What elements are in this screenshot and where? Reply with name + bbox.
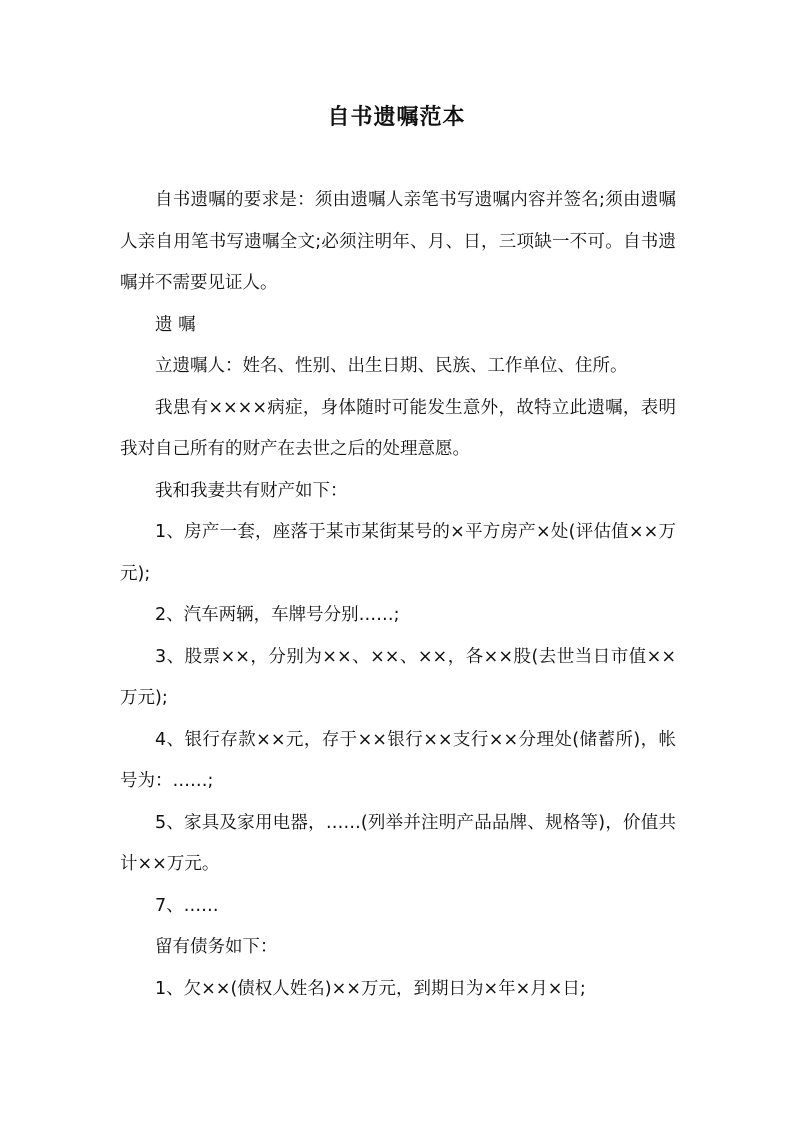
- paragraph-item-deposits: 4、银行存款××元，存于××银行××支行××分理处(储蓄所)，帐号为：……;: [120, 729, 676, 791]
- paragraph-item-etc: 7、……: [155, 895, 219, 916]
- paragraph-requirements: 自书遗嘱的要求是：须由遗嘱人亲笔书写遗嘱内容并签名;须由遗嘱人亲自用笔书写遗嘱全文;必须注明年、月、日，三项缺一不可。自书遗嘱并不需要见证人。: [120, 190, 676, 293]
- paragraph-item-furniture: 5、家具及家用电器，……(列举并注明产品品牌、规格等)，价值共计××万元。: [120, 812, 676, 874]
- paragraph-debt-item: 1、欠××(债权人姓名)××万元，到期日为×年×月×日;: [155, 978, 586, 999]
- document-body: [120, 180, 676, 1010]
- paragraph-debts-heading: 留有债务如下：: [155, 937, 278, 957]
- paragraph-testator: 立遗嘱人：姓名、性别、出生日期、民族、工作单位、住所。: [155, 356, 628, 376]
- paragraph-illness: 我患有××××病症，身体随时可能发生意外，故特立此遗嘱，表明我对自己所有的财产在去世之后的处理意愿。: [120, 397, 676, 459]
- document-title: 自书遗嘱范本: [327, 105, 466, 130]
- paragraph-item-cars: 2、汽车两辆，车牌号分别……;: [155, 605, 400, 625]
- paragraph-item-stocks: 3、股票××，分别为××、××、××，各××股(去世当日市值××万元);: [120, 646, 676, 708]
- paragraph-shared-property: 我和我妻共有财产如下：: [155, 480, 348, 501]
- paragraph-item-house: 1、房产一套，座落于某市某街某号的×平方房产×处(评估值××万元);: [120, 522, 676, 584]
- paragraph-heading-will: 遗 嘱: [155, 314, 196, 335]
